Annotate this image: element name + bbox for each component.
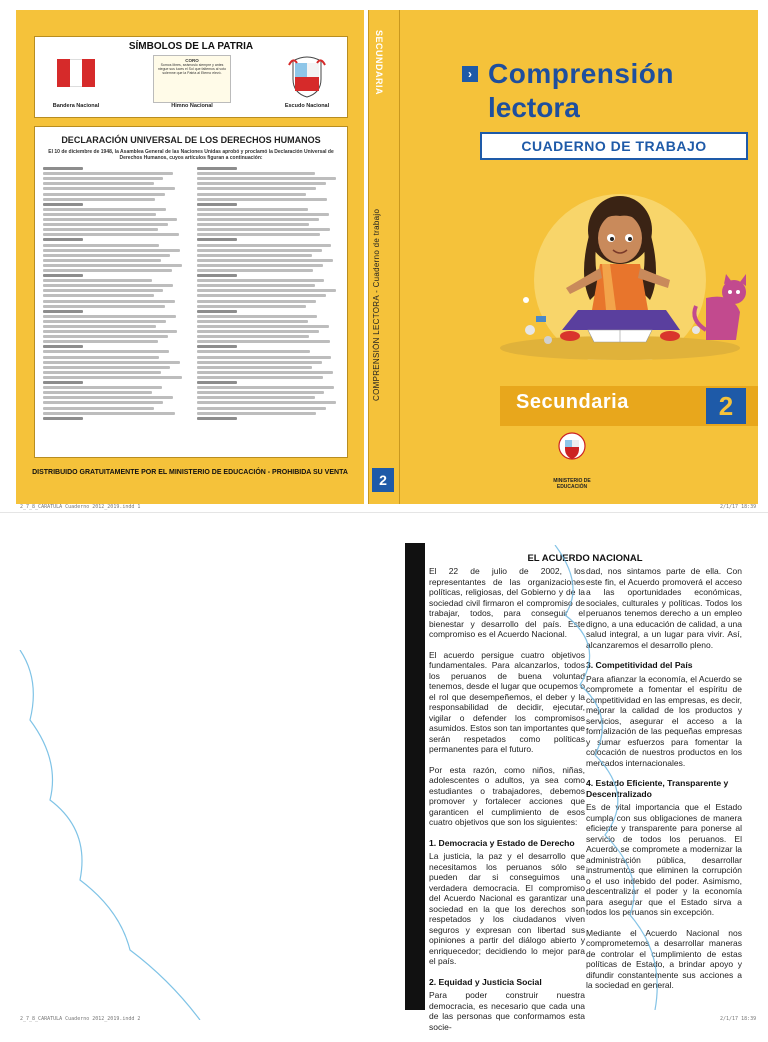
article-text-line	[43, 330, 177, 333]
book-title-line1: Comprensión	[488, 58, 674, 89]
article-text-line	[197, 259, 333, 262]
article-heading-line	[43, 381, 83, 384]
article-text-line	[43, 208, 166, 211]
article-text-line	[197, 361, 322, 364]
page-crop-mark-right: 2/1/17 18:39	[720, 1016, 757, 1022]
article-text-line	[197, 386, 334, 389]
article-text-line	[43, 315, 176, 318]
article-text-line	[197, 264, 323, 267]
paragraph-citizens: Por esta razón, como niños, niñas, adolescentes o adultos, ya sea como estudiantes o trabajadores, debemos promover y fortalecer acciones que garanticen el cumplimiento de esos cuatro objetivos que son los siguientes:	[429, 764, 585, 827]
human-rights-declaration-panel	[34, 126, 348, 458]
page-crop-mark-left: 2_7_8_CARATULA Cuaderno 2012_2019.indd 2	[20, 1016, 141, 1022]
article-text-line	[43, 244, 159, 247]
article-text-line	[197, 223, 309, 226]
anthem-box-text: Somos libres, seámoslo siempre y antes niegue sus luces el Sol que faltemos al voto solemne que la Patria al Eterno elevó.	[157, 63, 227, 75]
national-symbols-panel	[34, 36, 348, 118]
article-text-line	[197, 213, 329, 216]
shield-label: Escudo Nacional	[284, 103, 330, 109]
declaration-articles-left	[43, 165, 183, 449]
article-text-line	[197, 254, 312, 257]
article-heading-line	[43, 274, 83, 277]
article-text-line	[197, 233, 320, 236]
article-text-line	[43, 172, 173, 175]
article-text-line	[197, 320, 308, 323]
article-text-line	[197, 269, 313, 272]
article-text-line	[197, 177, 336, 180]
article-text-line	[197, 187, 316, 190]
article-text-line	[197, 279, 324, 282]
spine-level: SECUNDARIA	[374, 30, 384, 96]
article-text-line	[43, 396, 173, 399]
article-text-line	[197, 371, 333, 374]
symbols-title: SÍMBOLOS DE LA PATRIA	[128, 41, 254, 52]
article-text-line	[197, 315, 317, 318]
article-heading-line	[43, 203, 83, 206]
article-text-line	[43, 182, 154, 185]
article-text-line	[43, 335, 168, 338]
article-text-line	[43, 198, 155, 201]
article-heading-line	[197, 203, 237, 206]
article-text-line	[43, 305, 165, 308]
article-heading-line	[197, 417, 237, 420]
article-text-line	[43, 193, 165, 196]
declaration-title: DECLARACIÓN UNIVERSAL DE LOS DERECHOS HUMANOS	[61, 135, 321, 145]
level-label: Secundaria	[516, 391, 629, 413]
spine-title: COMPRENSIÓN LECTORA - Cuaderno de trabajo	[372, 208, 381, 402]
article-text-line	[43, 294, 154, 297]
article-text-line	[197, 396, 315, 399]
article-heading-line	[43, 345, 83, 348]
paragraph-equity: Para poder construir nuestra democracia, es necesario que cada una de las personas que conformamos esta socie-	[429, 990, 585, 1032]
article-text-line	[197, 366, 312, 369]
text-column-right	[586, 566, 742, 1001]
declaration-articles-right	[197, 165, 337, 449]
article-text-line	[197, 356, 331, 359]
article-text-line	[43, 412, 175, 415]
text-column-left	[429, 566, 585, 1042]
article-text-line	[197, 401, 336, 404]
article-text-line	[197, 193, 306, 196]
article-text-line	[197, 305, 306, 308]
article-text-line	[43, 284, 173, 287]
anthem-chorus-box	[153, 55, 231, 103]
objective-heading-2: 2. Equidad y Justicia Social	[429, 976, 542, 987]
reading-girl-illustration	[470, 180, 760, 360]
article-text-line	[43, 249, 180, 252]
article-text-line	[43, 391, 152, 394]
objective-heading-4: 4. Estado Eficiente, Transparente y Descentralizado	[586, 778, 729, 799]
spine-grade-number: 2	[372, 468, 394, 492]
article-text-line	[197, 218, 319, 221]
article-heading-line	[197, 167, 237, 170]
article-heading-line	[197, 310, 237, 313]
peru-flag-icon	[57, 59, 95, 87]
article-text-line	[197, 249, 322, 252]
article-text-line	[43, 401, 163, 404]
article-text-line	[43, 300, 175, 303]
article-text-line	[43, 187, 175, 190]
article-text-line	[43, 264, 182, 267]
article-text-line	[43, 279, 152, 282]
article-heading-line	[197, 274, 237, 277]
article-text-line	[43, 350, 169, 353]
article-text-line	[197, 412, 316, 415]
declaration-subtitle: El 10 de diciembre de 1948, la Asamblea General de las Naciones Unidas aprobó y proclamó la Declaración Universal de Derechos Humanos, cuyos artículos figuran a continuación:	[48, 149, 334, 161]
article-text-line	[43, 340, 158, 343]
national-shield-icon	[287, 55, 327, 99]
article-text-line	[197, 350, 310, 353]
ministry-label: MINISTERIO DE EDUCACIÓN	[553, 478, 591, 490]
article-text-line	[43, 366, 170, 369]
article-text-line	[197, 376, 323, 379]
article-heading-line	[197, 238, 237, 241]
objective-heading-1: 1. Democracia y Estado de Derecho	[429, 837, 575, 848]
article-text-line	[43, 269, 172, 272]
article-text-line	[43, 356, 159, 359]
article-text-line	[197, 284, 315, 287]
article-text-line	[197, 198, 327, 201]
article-text-line	[43, 376, 182, 379]
ministry-emblem-icon	[556, 432, 588, 466]
article-text-line	[197, 300, 316, 303]
chevron-right-icon: ›	[462, 66, 478, 82]
paragraph-intro: El 22 de julio de 2002, los representantes de las organizaciones políticas, religiosas, del Gobierno y de la sociedad civil firmaron el compromiso de trabajar, todos, para conseguir el bienestar y desarrollo del país. Este compromiso es el Acuerdo Nacional.	[429, 566, 585, 639]
article-text-line	[43, 371, 161, 374]
article-text-line	[197, 391, 324, 394]
article-text-line	[197, 289, 336, 292]
article-text-line	[43, 223, 168, 226]
page-heading: EL ACUERDO NACIONAL	[527, 553, 643, 564]
crop-mark-right: 2/1/17 18:39	[720, 504, 757, 510]
anthem-label: Himno Nacional	[171, 103, 213, 109]
article-heading-line	[197, 345, 237, 348]
article-text-line	[197, 172, 315, 175]
crop-mark-left: 2_7_8_CARATULA Cuaderno 2012_2019.indd 1	[20, 504, 141, 510]
article-text-line	[43, 213, 156, 216]
paragraph-objectives: El acuerdo persigue cuatro objetivos fundamentales. Para alcanzarlos, todos los peruanos de buena voluntad tenemos, desde el lugar que ocupemos o el rol que desempeñemos, el deber y la responsabilidad de decidir, ejecutar, vigilar o defender los compromisos asumidos. Estos son tan importantes que serán respetados como políticas permanentes para el futuro.	[429, 649, 585, 754]
article-text-line	[197, 335, 309, 338]
article-heading-line	[197, 381, 237, 384]
article-text-line	[197, 208, 308, 211]
article-text-line	[197, 330, 319, 333]
book-subtitle: CUADERNO DE TRABAJO	[480, 132, 748, 160]
objective-heading-3: 3. Competitividad del País	[586, 660, 693, 670]
article-text-line	[43, 218, 177, 221]
flag-label: Bandera Nacional	[52, 103, 100, 109]
book-title-line2: lectora	[488, 92, 580, 123]
article-text-line	[197, 325, 329, 328]
article-text-line	[43, 233, 179, 236]
article-text-line	[43, 325, 156, 328]
article-text-line	[197, 244, 331, 247]
article-text-line	[43, 386, 162, 389]
article-heading-line	[43, 417, 83, 420]
article-text-line	[43, 259, 161, 262]
article-text-line	[197, 182, 326, 185]
article-text-line	[43, 289, 163, 292]
distribution-notice: DISTRIBUIDO GRATUITAMENTE POR EL MINISTERIO DE EDUCACIÓN - PROHIBIDA SU VENTA	[32, 469, 348, 476]
article-text-line	[197, 340, 330, 343]
article-text-line	[197, 228, 330, 231]
paragraph-efficient-state: Es de vital importancia que el Estado cumpla con sus obligaciones de manera eficiente y transparente para ponerse al servicio de todos los peruanos. El Acuerdo se compromete a modernizar la administración pública, desarrollar instrumentos que eliminen la corrupción o el uso indebido del poder. Asimismo, descentralizar el poder y la economía para asegurar que el Estado sirva a todos los peruanos sin excepción.	[586, 802, 742, 917]
grade-badge: 2	[706, 388, 746, 424]
article-text-line	[197, 294, 326, 297]
article-text-line	[43, 407, 154, 410]
article-text-line	[43, 228, 158, 231]
article-heading-line	[43, 238, 83, 241]
article-heading-line	[43, 167, 83, 170]
article-text-line	[43, 361, 180, 364]
article-text-line	[43, 254, 170, 257]
paragraph-democracy: La justicia, la paz y el desarrollo que necesitamos los peruanos sólo se pueden dar si conseguimos una verdadera democracia. El compromiso del Acuerdo Nacional es garantizar una sociedad en la que los derechos son respetados y los ciudadanos viven seguros y expresan con libertad sus opiniones a partir del diálogo abierto y enriquecedor; decidiendo lo mejor para el país.	[429, 851, 585, 966]
article-text-line	[197, 407, 326, 410]
paragraph-equity-cont: dad, nos sintamos parte de ella. Con este fin, el Acuerdo promoverá el acceso a las oportunidades económicas, sociales, culturales y políticas. Todos los peruanos tenemos derecho a un empleo digno, a una educación de calidad, a una salud integral, a un lugar para vivir. Así, alcanzaremos el desarrollo pleno.	[586, 566, 742, 650]
article-text-line	[43, 177, 163, 180]
page-side-strip	[405, 543, 425, 1010]
paragraph-closing: Mediante el Acuerdo Nacional nos comprometemos a desarrollar maneras de controlar el cumplimiento de estas políticas de Estado, a brindar apoyo y difundir constantemente sus acciones a la sociedad en general.	[586, 927, 742, 990]
anthem-box-title: CORO	[185, 58, 199, 63]
article-heading-line	[43, 310, 83, 313]
article-text-line	[43, 320, 166, 323]
paragraph-competitiveness: Para afianzar la economía, el Acuerdo se compromete a fomentar el espíritu de competitividad en las empresas, es decir, mejorar la calidad de los productos y servicios, asegurar el acceso a la formalización de las pequeñas empresas y sumar esfuerzos para fomentar la colocación de nuestros productos en los mercados internacionales.	[586, 673, 742, 768]
